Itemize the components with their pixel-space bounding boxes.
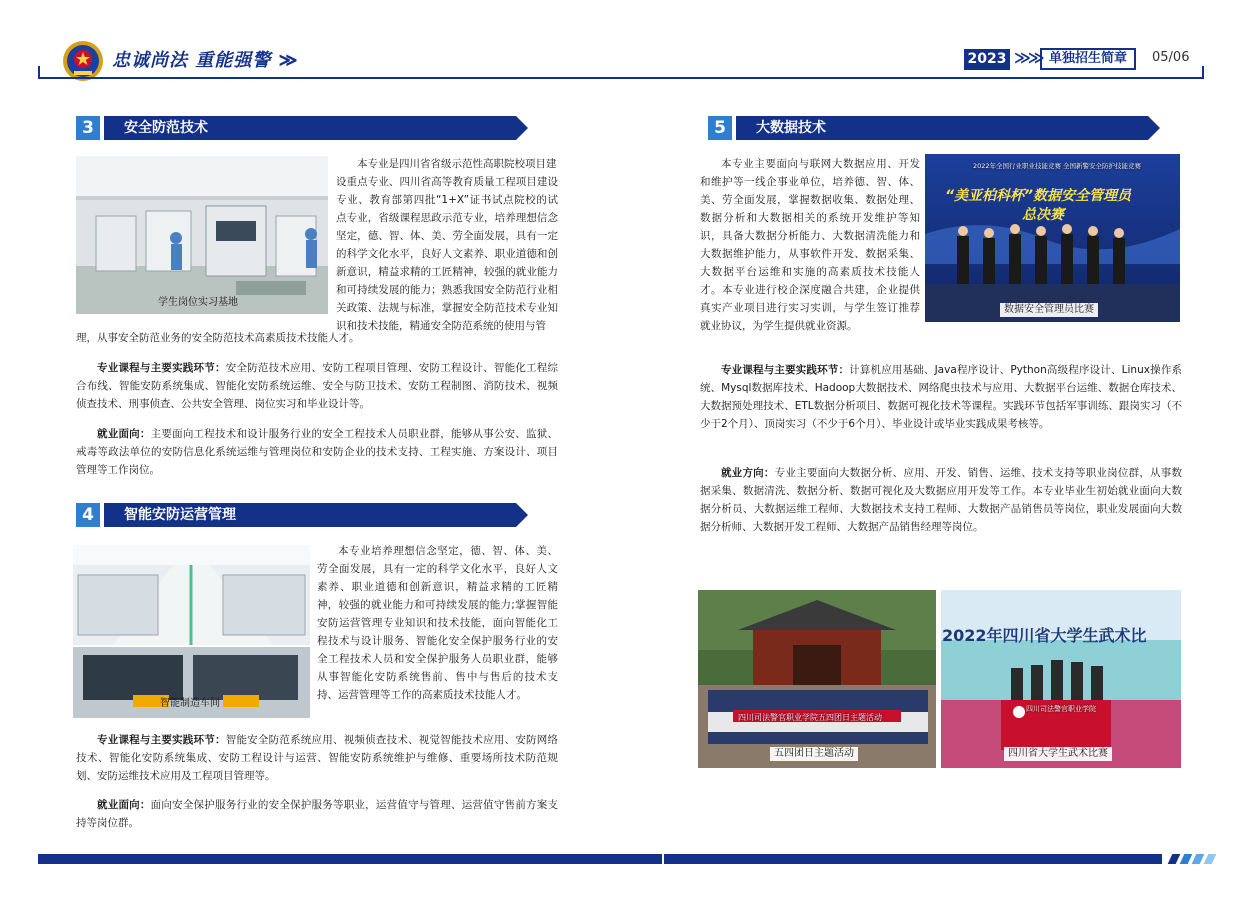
header-slogan: 忠诚尚法 重能强警 ≫ (112, 50, 299, 71)
double-chevron-icon: ≫ (278, 50, 299, 71)
photo-banner-top: 2022年全国行业职业技能竞赛 全国新警安全防护技能竞赛 (972, 162, 1142, 170)
header-tick-right (1202, 66, 1204, 79)
internship-base-photo (76, 156, 328, 314)
photo-banner-subtitle: 总决赛 (1022, 207, 1064, 223)
section-title: 大数据技术 (756, 120, 826, 136)
police-emblem-icon (62, 40, 104, 82)
photo-banner: 2022年四川省大学生武术比 (942, 626, 1147, 645)
section-intro: 本专业培养理想信念坚定，德、智、体、美、劳全面发展，具有一定的科学文化水平，良好人文素养、职业道德和创新意识，精益求精的工匠精神，较强的就业能力和可持续发展的能力;掌握智能安防运营管理专业知识和技术技能，面向智能化工程技术与设计服务、智能化安全保护服务行业的安全工程技术人员和安全保护服务人员职业群，能够从事智能化安防系统售前、售中与售后的技术支持、运营管理等工作的高素质技术技能人才。 (317, 545, 558, 701)
section-title: 智能安防运营管理 (124, 507, 236, 523)
photo-caption: 数据安全管理员比赛 (1000, 303, 1098, 317)
section-intro-first-line: 本专业是四川省省级示范性高职院校项目建 (357, 158, 557, 170)
jobs-label: 就业面向： (97, 799, 151, 811)
section-header-4 (76, 503, 528, 527)
courses-text: 计算机应用基础、Java程序设计、Python高级程序设计、Linux操作系统、Mysql数据库技术、Hadoop大数据技术、网络爬虫技术与应用、大数据平台运维、数据仓库技术、大数据预处理技术、ETL数据分析项目、数据可视化技术等课程。实践环节包括军事训练、跟岗实习（不少于2个月）、顶岗实习（不少于6个月）、毕业设计或毕业实践成果考核等。 (700, 364, 1182, 430)
jobs-label: 就业面向： (97, 428, 151, 440)
data-security-contest-photo (925, 154, 1180, 322)
section-number: 5 (708, 116, 732, 140)
footer-stripe (1204, 854, 1217, 864)
jobs-text: 主要面向工程技术和设计服务行业的安全工程技术人员职业群，能够从事公安、监狱、戒毒等政法单位的安防信息化系统运维与管理岗位和安防企业的技术支持、工程实施、方案设计、项目管理等工作岗位。 (76, 428, 559, 476)
section-number: 4 (76, 503, 100, 527)
photo-caption: 五四团日主题活动 (770, 747, 858, 761)
courses-label: 专业课程与主要实践环节： (97, 734, 226, 746)
section-intro: 设重点专业、四川省高等教育质量工程项目建设专业、教育部第四批“1+X”证书试点院校的试点专业，省级课程思政示范专业，培养理想信念坚定，德、智、体、美、劳全面发展，具有一定的科学文化水平，良好人文素养、职业道德和创新意识，精益求精的工匠精神，较强的就业能力和可持续发展的能力；熟悉我国安全防范行业相关政策、法规与标准，掌握安全防范技术专业知识和技术技能，精通安全防范系统的使用与管 (336, 176, 558, 332)
photo-banner: “美亚柏科杯”数据安全管理员 (945, 188, 1132, 204)
photo-caption: 智能制造车间 (160, 698, 220, 709)
chevron-arrows-icon: ≫≫ (1014, 48, 1042, 67)
youth-day-activity-photo (698, 590, 936, 768)
section-courses (700, 361, 1182, 433)
footer-gap (662, 854, 664, 864)
footer-stripe (1180, 854, 1193, 864)
section-title: 安全防范技术 (124, 120, 208, 136)
photo-caption: 四川省大学生武术比赛 (1004, 747, 1112, 761)
section-header-3 (76, 116, 528, 140)
photo-banner: 四川司法警官职业学院五四团日主题活动 (738, 713, 882, 722)
photo-caption: 学生岗位实习基地 (158, 297, 238, 308)
section-intro: 本专业主要面向与联网大数据应用、开发和维护等一线企事业单位，培养德、智、体、美、劳全面发展，掌握数据收集、数据处理、数据分析和大数据相关的系统开发维护等知识，具备大数据分析能力、大数据清洗能力和大数据维护能力，从事软件开发、数据采集、大数据平台运维和实施的高素质技术技能人才。本专业进行校企深度融合共建，企业提供真实产业项目进行实习实训，与学生签订推荐就业协议，为学生提供就业资源。 (700, 158, 920, 332)
section-number: 3 (76, 116, 100, 140)
jobs-text: 面向安全保护服务行业的安全保护服务等职业，运营值守与管理、运营值守售前方案支持等岗位群。 (76, 799, 559, 829)
section-courses (76, 359, 558, 413)
section-jobs (700, 464, 1182, 536)
document-title: 单独招生简章 (1040, 48, 1136, 70)
jobs-text: 专业主要面向大数据分析、应用、开发、销售、运维、技术支持等职业岗位群，从事数据采集、数据清洗、数据分析、数据可视化及大数据应用开发等工作。本专业毕业生初始就业面向大数据分析员、大数据运维工程师、大数据技术支持工程师、大数据产品销售员等岗位，职业发展面向大数据分析师、大数据开发工程师、大数据产品销售经理等岗位。 (700, 467, 1183, 533)
courses-label: 专业课程与主要实践环节： (97, 362, 226, 374)
smart-factory-photo (73, 545, 310, 718)
martial-arts-contest-photo (941, 590, 1181, 768)
jobs-label: 就业方向： (721, 467, 775, 479)
courses-text: 安全防范技术应用、安防工程项目管理、安防工程设计、智能化工程综合布线、智能安防系统集成、智能化安防系统运维、安全与防卫技术、安防工程制图、消防技术、视频侦查技术、刑事侦查、公共安全管理、岗位实习和毕业设计等。 (76, 362, 559, 410)
section-courses (76, 731, 558, 785)
courses-text: 智能安全防范系统应用、视频侦查技术、视觉智能技术应用、安防网络技术、智能化安防系统集成、安防工程设计与运营、智能安防系统维护与维修、重要场所技术防范规划、安防运维技术应用及工程项目管理等。 (76, 734, 559, 782)
year-badge: 2023 (964, 49, 1010, 70)
page-number: 05/06 (1152, 50, 1190, 65)
section-intro-tail: 理，从事安全防范业务的安全防范技术高素质技术技能人才。 (76, 332, 360, 344)
footer-stripe (1192, 854, 1205, 864)
flag-text: 四川司法警官职业学院 (1026, 705, 1096, 713)
footer-stripe (1168, 854, 1181, 864)
section-header-5 (708, 116, 1160, 140)
section-jobs (76, 796, 558, 832)
footer-bar (38, 854, 1162, 864)
section-jobs (76, 425, 558, 479)
header-divider (38, 77, 1204, 79)
courses-label: 专业课程与主要实践环节： (721, 364, 850, 376)
